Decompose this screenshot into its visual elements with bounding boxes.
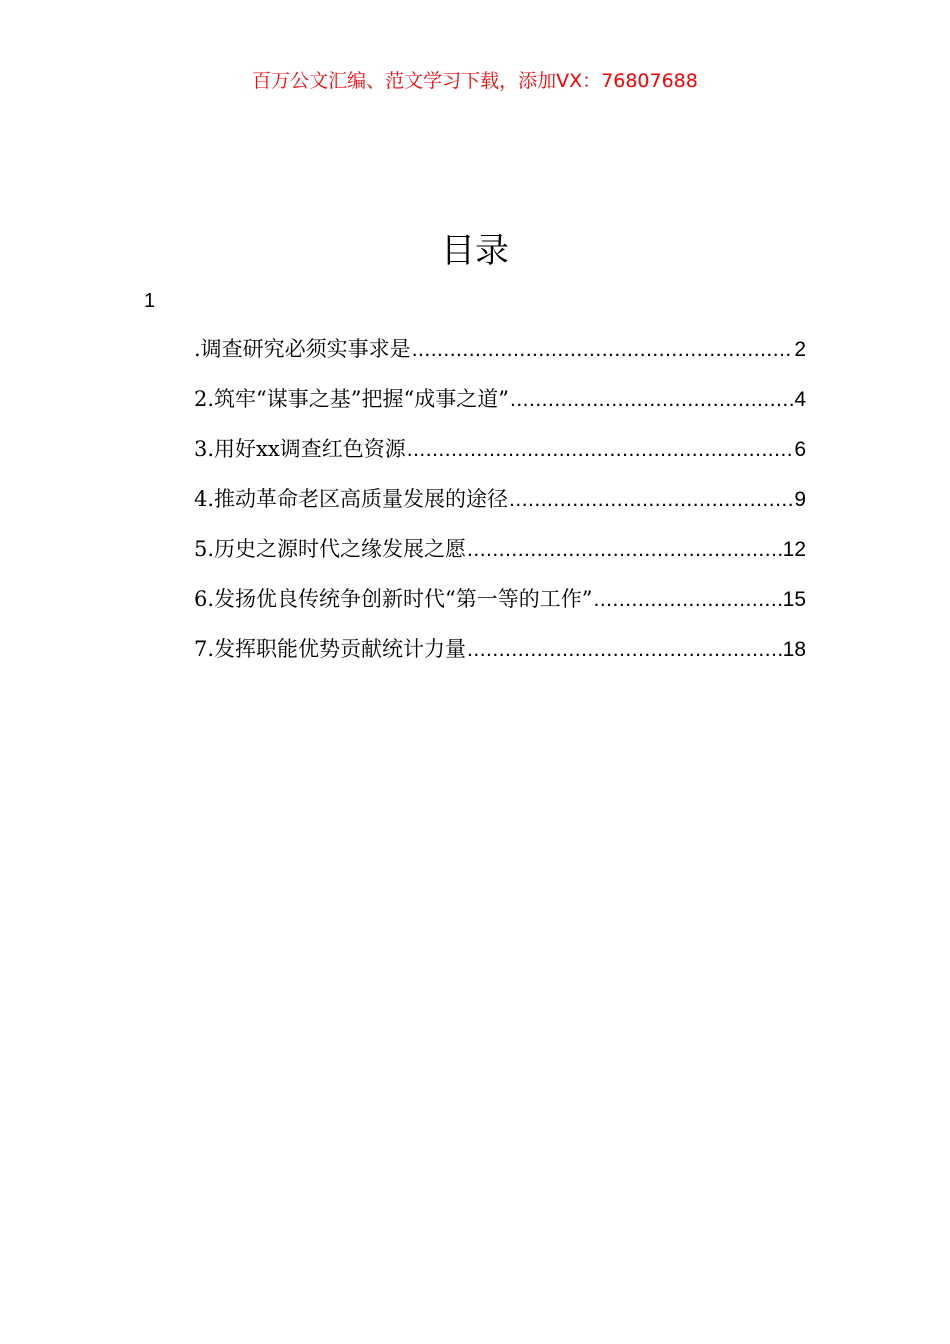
toc-entry-page: 12: [782, 538, 806, 561]
toc-entry[interactable]: [194, 634, 806, 684]
toc-stray-number: 1: [144, 290, 156, 312]
toc-entry-page: 15: [782, 588, 806, 611]
toc-dot-leader: [412, 335, 794, 365]
toc-entry-title: 6.发扬优良传统争创新时代“第一等的工作”: [194, 587, 593, 611]
toc-entry-page: 9: [794, 488, 806, 511]
toc-entry-title: 3.用好xx调查红色资源: [194, 437, 406, 461]
toc-entry-title: 7.发挥职能优势贡献统计力量: [194, 637, 467, 661]
toc-entry-page: 18: [782, 638, 806, 661]
toc-dot-leader: [594, 585, 782, 615]
header-contact-note: 百万公文汇编、范文学习下载，添加VX：76807688: [252, 70, 698, 92]
toc-dot-leader: [407, 435, 794, 465]
toc-entry-title: 2.筑牢“谋事之基”把握“成事之道”: [194, 387, 509, 411]
toc-entry[interactable]: [194, 534, 806, 584]
toc-entry-title: 4.推动革命老区高质量发展的途径: [194, 487, 509, 511]
toc-entry-page: 6: [794, 438, 806, 461]
toc-entry[interactable]: [194, 434, 806, 484]
toc-dot-leader: [510, 385, 793, 415]
toc-dot-leader: [467, 635, 782, 665]
toc-list: [194, 334, 806, 684]
toc-entry-page: 2: [794, 338, 806, 361]
toc-entry[interactable]: [194, 484, 806, 534]
toc-entry-title: 5.历史之源时代之缘发展之愿: [194, 537, 467, 561]
toc-title: 目录: [441, 231, 509, 271]
toc-entry[interactable]: [194, 584, 806, 634]
toc-entry[interactable]: [194, 384, 806, 434]
toc-entry-page: 4: [794, 388, 806, 411]
toc-entry-title: .调查研究必须实事求是: [194, 337, 411, 361]
toc-dot-leader: [467, 535, 782, 565]
toc-dot-leader: [509, 485, 793, 515]
toc-entry[interactable]: [194, 334, 806, 384]
